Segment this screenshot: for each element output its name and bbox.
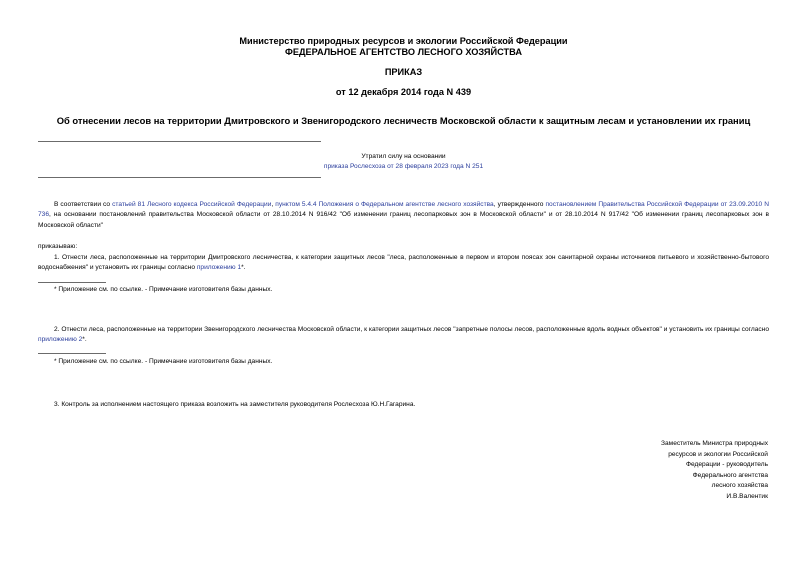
item-3: 3. Контроль за исполнением настоящего приказа возложить на заместителя руководителя Рослесхоза Ю.Н.Гагарина.	[54, 401, 416, 408]
order-word: приказываю:	[38, 243, 78, 250]
appendix-2-link[interactable]: приложению 2	[38, 336, 83, 344]
item-1: 1. Отнести леса, расположенные на территории Дмитровского лесничества, к категории защитных лесов "леса, расположенные в первом и втором поясах зон санитарной охраны источников питьевого и хозяйственно-бытового водоснабжения" и установить их границы согласно приложению 1*.	[38, 254, 769, 272]
signature-line-5: лесного хозяйства	[711, 482, 768, 490]
divider-bottom	[38, 177, 321, 178]
document-title: Об отнесении лесов на территории Дмитровского и Звенигородского лесничеств Московской области к защитным лесам и установлении их границ	[56, 115, 751, 126]
agency-regulation-link[interactable]: пунктом 5.4.4 Положения о Федеральном агентстве лесного хозяйства	[275, 201, 494, 208]
footnote-1: * Приложение см. по ссылке. - Примечание изготовителя базы данных.	[54, 286, 273, 293]
ministry-name: Министерство природных ресурсов и экологии Российской Федерации	[239, 36, 568, 46]
status-text: Утратил силу на основании	[361, 153, 446, 160]
government-decree-link[interactable]: постановлением Правительства Российской Федерации от 23.09.2010 N 736	[38, 201, 769, 219]
signer-name: И.В.Валентик	[726, 492, 768, 500]
document-date: от 12 декабря 2014 года N 439	[335, 87, 472, 97]
repeal-order-link[interactable]: приказа Рослесхоза от 28 февраля 2023 года N 251	[323, 163, 484, 170]
footnote-rule-2	[38, 353, 106, 354]
appendix-1-link[interactable]: приложению 1	[196, 264, 242, 272]
divider-top	[38, 141, 321, 142]
document-type: ПРИКАЗ	[384, 67, 423, 77]
footnote-rule-1	[38, 282, 106, 283]
footnote-2: * Приложение см. по ссылке. - Примечание изготовителя базы данных.	[54, 358, 273, 365]
item-2: 2. Отнести леса, расположенные на территории Звенигородского лесничества Московской области, к категории защитных лесов "запретные полосы лесов, расположенные вдоль водных объектов" и установить их границы согласно приложению 2*.	[38, 326, 769, 344]
forest-code-link[interactable]: статьей 81 Лесного кодекса Российской Федерации	[112, 201, 272, 208]
signature-block	[568, 439, 768, 503]
signature-line-1: Заместитель Министра природных	[661, 440, 768, 447]
signature-line-2: ресурсов и экологии Российской	[668, 450, 768, 458]
signature-line-4: Федерального агентства	[692, 471, 768, 479]
signature-line-3: Федерации - руководитель	[685, 461, 768, 469]
agency-name: ФЕДЕРАЛЬНОЕ АГЕНТСТВО ЛЕСНОГО ХОЗЯЙСТВА	[285, 47, 522, 57]
preamble: В соответствии со статьей 81 Лесного кодекса Российской Федерации, пунктом 5.4.4 Положения о Федеральном агентстве лесного хозяйства, утвержденного постановлением Правительства Российской Федерации от 23.09.2010 N 736, на основании постановлений правительства Московской области от 28.10.2014 N 916/42 "Об изменении границ лесопарковых зон в Московской области" и от 28.10.2014 N 917/42 "Об изменении границ лесопарковых зон в Московской области"	[38, 201, 769, 229]
